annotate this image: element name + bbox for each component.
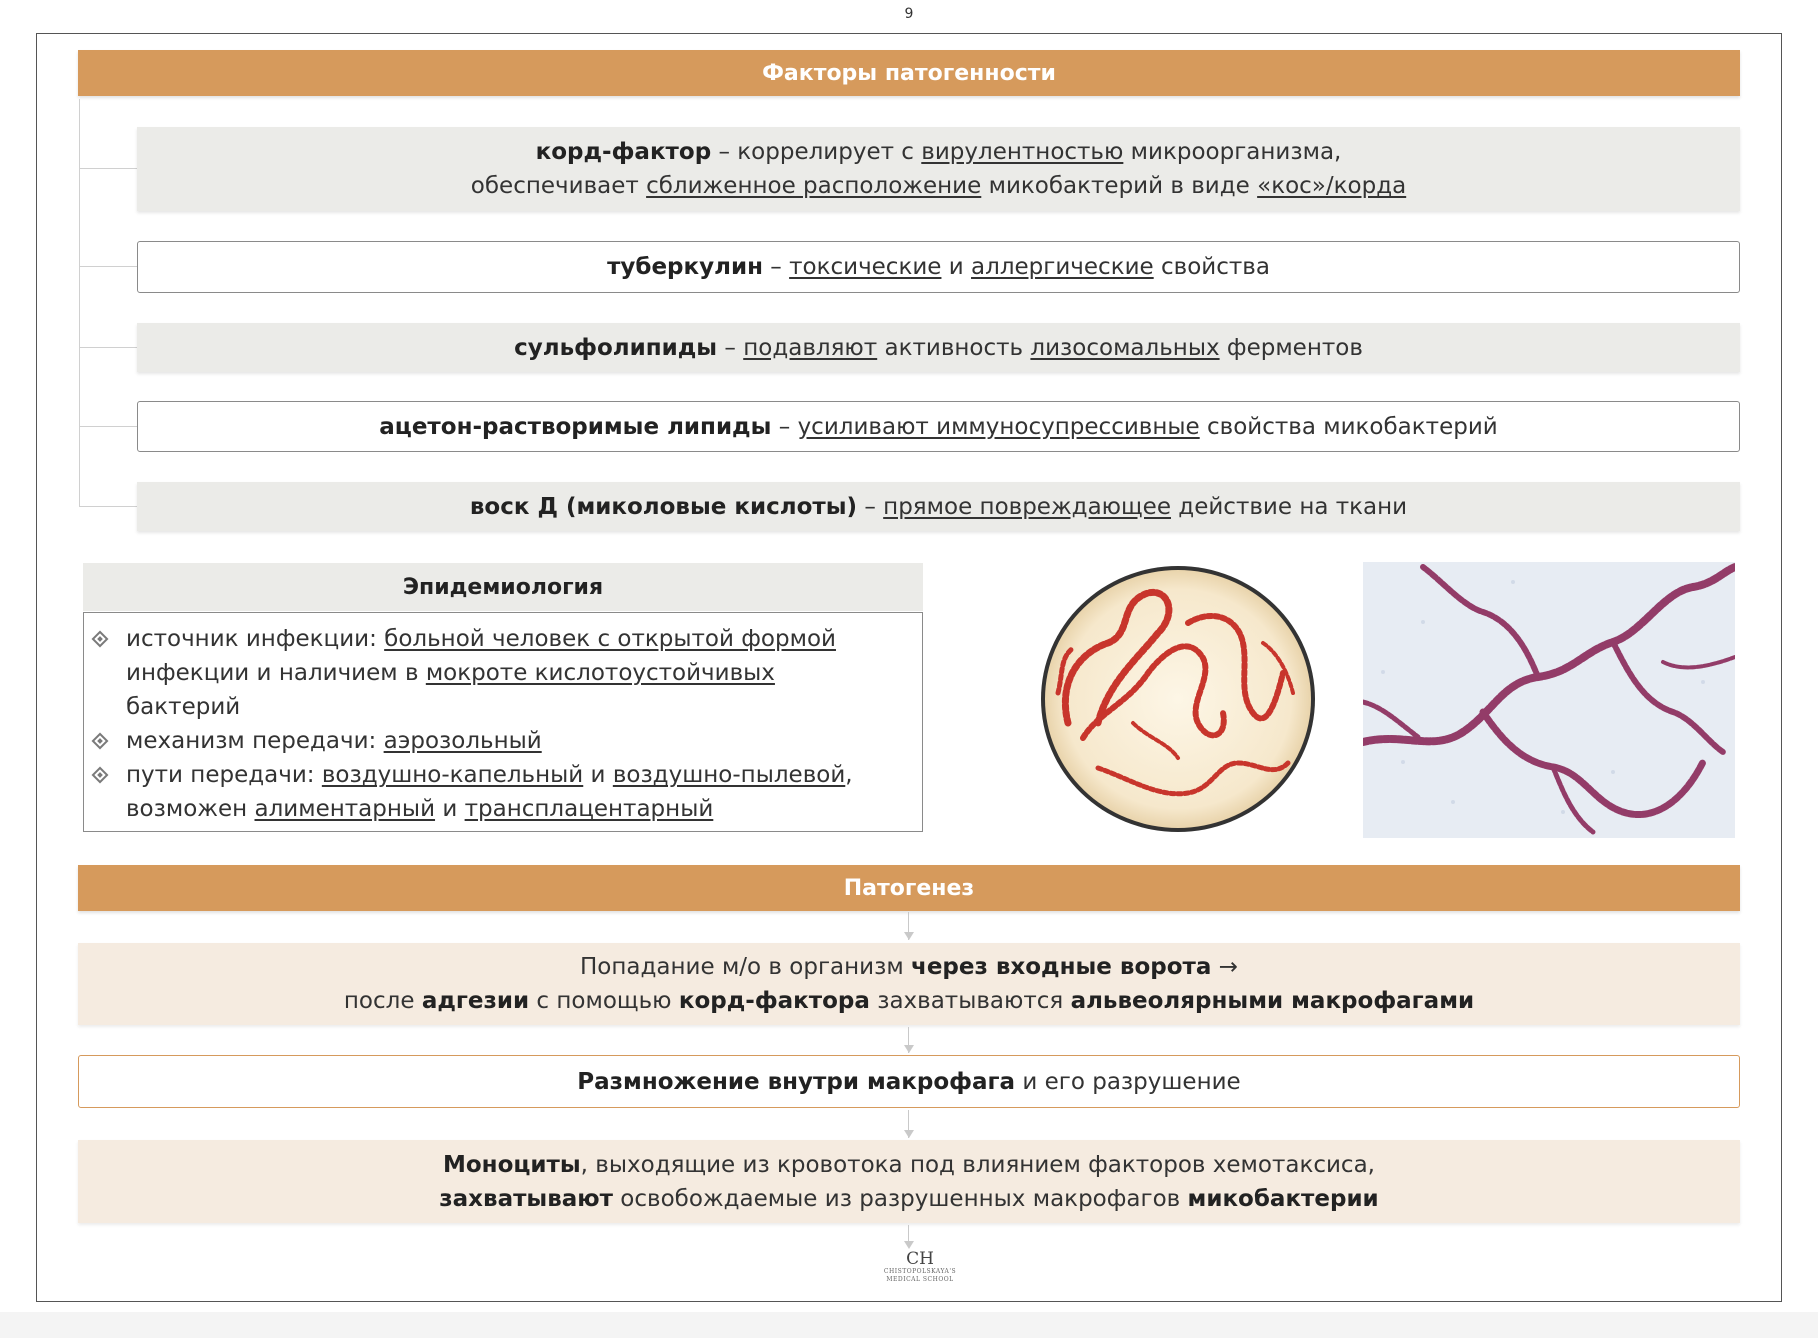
factor-line: обеспечивает сближенное расположение микобактерий в виде «кос»/корда bbox=[470, 173, 1407, 199]
arrow-down-icon bbox=[904, 1045, 914, 1053]
arrow-down-icon bbox=[904, 1130, 914, 1138]
epidemiology-item: источник инфекции: больной человек с открытой формой инфекции и наличием в мокроте кислотоустойчивых бактерий bbox=[126, 622, 902, 724]
factor-line: корд-фактор – коррелирует с вирулентностью микроорганизма, bbox=[535, 139, 1342, 165]
epidemiology-item: механизм передачи: аэрозольный bbox=[126, 724, 902, 758]
pathogenesis-step-monocytes bbox=[78, 1140, 1740, 1223]
factor-tuberculin: туберкулин – токсические и аллергические свойства bbox=[137, 241, 1740, 293]
diamond-bullet-icon bbox=[92, 733, 109, 750]
factor-acetone-lipids: ацетон-растворимые липиды – усиливают иммуносупрессивные свойства микобактерий bbox=[137, 401, 1740, 452]
cord-factor-microscopy-image bbox=[1038, 563, 1318, 835]
pathogenesis-header: Патогенез bbox=[78, 865, 1740, 911]
tree-connector-branch bbox=[79, 168, 137, 169]
tree-connector-branch bbox=[79, 266, 137, 267]
pathogenesis-step-multiplication: Размножение внутри макрофага и его разрушение bbox=[78, 1055, 1740, 1108]
arrow-down-icon bbox=[904, 932, 914, 940]
tree-connector-branch bbox=[79, 426, 137, 427]
epidemiology-box bbox=[83, 612, 923, 832]
epidemiology-item: пути передачи: воздушно-капельный и воздушно-пылевой, возможен алиментарный и трансплацентарный bbox=[126, 758, 902, 826]
pathogenesis-line: Моноциты, выходящие из кровотока под влиянием факторов хемотаксиса, bbox=[442, 1151, 1375, 1178]
pathogenesis-step-entry bbox=[78, 943, 1740, 1025]
pathogenesis-line: Попадание м/о в организм через входные ворота → bbox=[580, 954, 1238, 980]
pathogenesis-line: захватывают освобождаемые из разрушенных макрофагов микобактерии bbox=[439, 1185, 1379, 1212]
factor-wax-d: воск Д (миколовые кислоты) – прямое повреждающее действие на ткани bbox=[137, 482, 1740, 531]
mycobacteria-stain-image bbox=[1363, 562, 1735, 838]
tree-connector-branch bbox=[79, 506, 137, 507]
logo-mark: CH bbox=[906, 1249, 934, 1269]
tree-connector-vertical bbox=[79, 99, 80, 507]
logo-subtitle: MEDICAL SCHOOL bbox=[886, 1276, 954, 1283]
page-number: 9 bbox=[904, 6, 914, 22]
diamond-bullet-icon bbox=[92, 631, 109, 648]
tree-connector-branch bbox=[79, 347, 137, 348]
school-logo bbox=[880, 1250, 960, 1284]
factor-cord-factor bbox=[137, 127, 1740, 211]
factor-sulfolipids: сульфолипиды – подавляют активность лизосомальных ферментов bbox=[137, 323, 1740, 372]
factors-header: Факторы патогенности bbox=[78, 50, 1740, 96]
diamond-bullet-icon bbox=[92, 767, 109, 784]
pathogenesis-line: после адгезии с помощью корд-фактора захватываются альвеолярными макрофагами bbox=[343, 988, 1475, 1014]
epidemiology-title: Эпидемиология bbox=[83, 563, 923, 611]
arrow-down-icon bbox=[904, 1241, 914, 1249]
logo-subtitle: CHISTOPOLSKAYA'S bbox=[883, 1268, 957, 1275]
